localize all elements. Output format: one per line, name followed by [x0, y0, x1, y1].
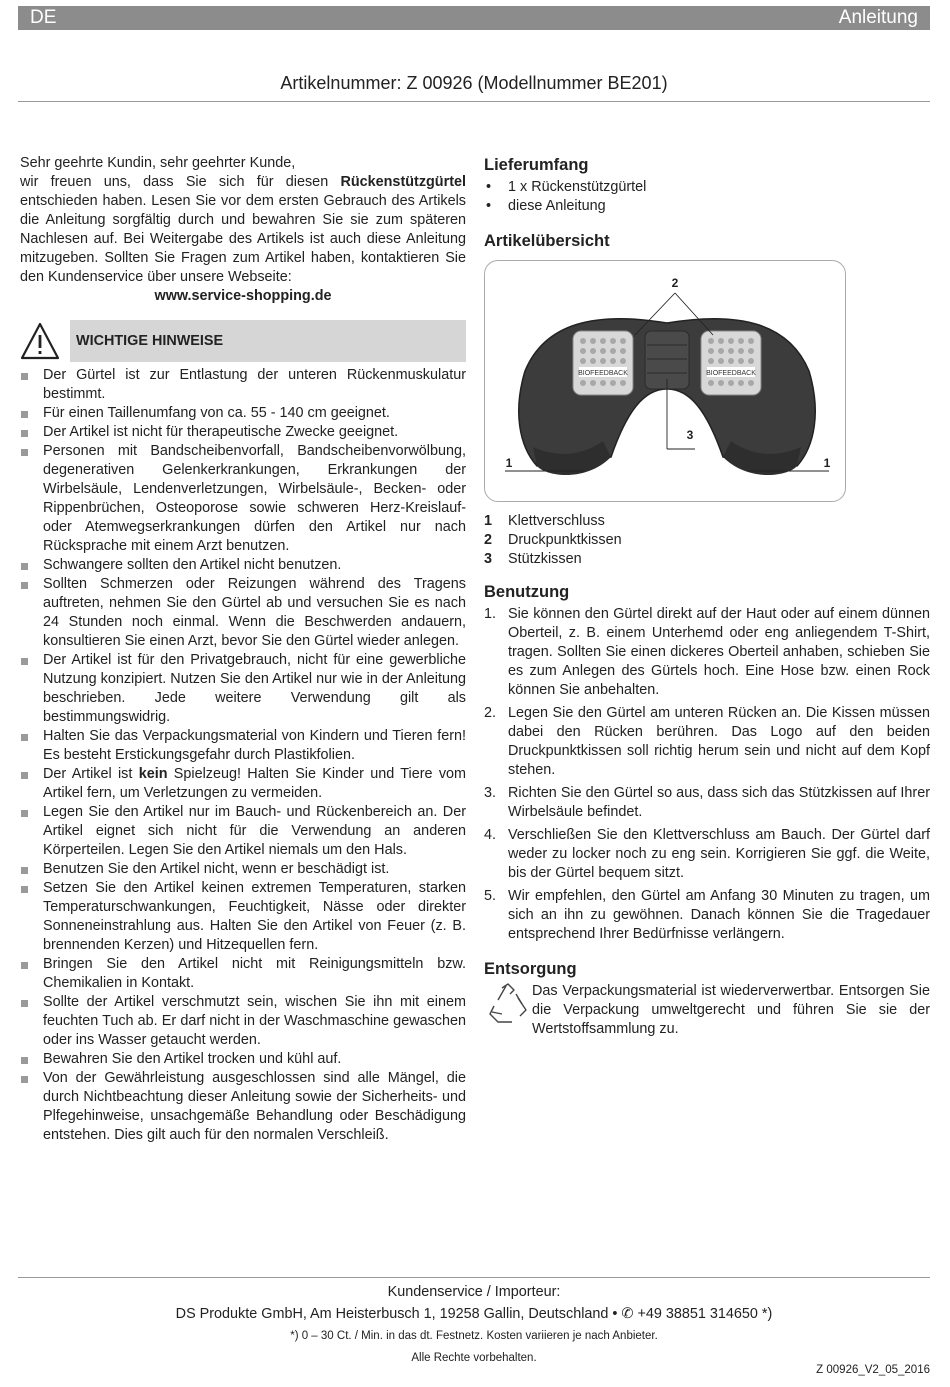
right-column: [484, 154, 930, 1039]
step-text: Wir empfehlen, den Gürtel am Anfang 30 Minuten zu tragen, um sich an ihn zu gewöhnen. Danach können Sie die Tragedauer entsprechend Ihrer Bedürfnisse verlängern.: [508, 888, 930, 942]
legend-number: 3: [484, 551, 493, 567]
callout-2: 2: [671, 276, 679, 290]
pressure-pad-right: [701, 331, 761, 395]
list-item: [20, 765, 466, 803]
list-item: Bewahren Sie den Artikel trocken und kühl auf.: [20, 1050, 466, 1069]
list-item: Halten Sie das Verpackungsmaterial von Kindern und Tieren fern! Es besteht Erstickungsgefahr durch Plastikfolien.: [20, 727, 466, 765]
section-title: Anleitung: [838, 7, 918, 28]
legend-number: 1: [484, 513, 493, 529]
callout-1-left: 1: [505, 456, 513, 470]
delivery-heading: Lieferumfang: [484, 156, 589, 174]
product-figure: [484, 260, 846, 502]
intro-text-part: wir freuen uns, dass Sie sich für diesen: [20, 174, 341, 190]
list-item: [484, 826, 930, 883]
list-item: [484, 605, 930, 700]
legend-label: Druckpunktkissen: [508, 532, 622, 548]
list-item: • diese Anleitung: [484, 197, 930, 216]
footer-cost-note: *) 0 – 30 Ct. / Min. in das dt. Festnetz. Kosten variieren je nach Anbieter.: [290, 1330, 658, 1342]
callout-3: 3: [686, 428, 694, 442]
callout-1-right: 1: [823, 456, 831, 470]
usage-steps: [484, 605, 930, 944]
list-item: Sollte der Artikel verschmutzt sein, wischen Sie ihn mit einem feuchten Tuch ab. Er darf nicht in der Waschmaschine gewaschen oder ins Wasser getaucht werden.: [20, 993, 466, 1050]
language-code: DE: [30, 7, 57, 28]
disposal-heading: Entsorgung: [484, 960, 577, 978]
footer-divider: [18, 1277, 930, 1278]
figure-legend: [484, 512, 930, 569]
step-text: Legen Sie den Gürtel am unteren Rücken an. Die Kissen müssen dabei den Rücken berühren. Das Logo auf den beiden Druckpunktkissen soll richtig herum sein und nicht auf dem Kopf stehen.: [508, 705, 930, 778]
list-item: [484, 887, 930, 944]
step-number: 2.: [484, 705, 497, 721]
page-title: Artikelnummer: Z 00926 (Modellnummer BE201): [280, 73, 668, 93]
delivery-list: [484, 178, 930, 216]
step-number: 4.: [484, 827, 497, 843]
step-number: 1.: [484, 606, 497, 622]
step-number: 3.: [484, 785, 497, 801]
disposal-section: [484, 982, 930, 1039]
warning-triangle-icon: [20, 322, 60, 360]
footer-address: DS Produkte GmbH, Am Heisterbusch 1, 19258 Gallin, Deutschland • ✆ +49 38851 314650 *): [175, 1306, 773, 1322]
list-item-text: Der Artikel ist: [43, 766, 139, 782]
step-number: 5.: [484, 888, 497, 904]
legend-label: Stützkissen: [508, 551, 582, 567]
emphasis: kein: [138, 766, 168, 782]
list-item: Der Artikel ist nicht für therapeutische Zwecke geeignet.: [20, 423, 466, 442]
list-item: Legen Sie den Artikel nur im Bauch- und Rückenbereich an. Der Artikel eignet sich nicht für die Verwendung an anderen Körperteilen. Legen Sie den Artikel niemals um den Hals.: [20, 803, 466, 860]
pad-logo-right: BIOFEEDBACK: [706, 370, 756, 377]
warning-heading: WICHTIGE HINWEISE: [76, 333, 224, 349]
step-text: Verschließen Sie den Klettverschluss am Bauch. Der Gürtel darf weder zu locker noch zu eng sein. Korrigieren Sie ggf. die Weite, bis der Gürtel bequem sitzt.: [508, 827, 930, 881]
step-text: Sie können den Gürtel direkt auf der Haut oder auf einem dünnen Oberteil, z. B. einem Unterhemd oder eng anliegendem T-Shirt, tragen. Sollten Sie einen dickeres Oberteil anhaben, schieben Sie es zum Anlegen des Gürtels hoch. Eine Hose bzw. einen Rock können Sie anbehalten.: [508, 606, 930, 698]
list-item: Der Artikel ist für den Privatgebrauch, nicht für eine gewerbliche Nutzung konzipiert. Nutzen Sie den Artikel nur wie in der Anleitung beschrieben. Jede weitere Verwendung gilt als bestimmungswidrig.: [20, 651, 466, 727]
list-item: Der Gürtel ist zur Entlastung der unteren Rückenmuskulatur bestimmt.: [20, 366, 466, 404]
legend-label: Klettverschluss: [508, 513, 605, 529]
warning-header: [20, 320, 466, 362]
intro-text: [20, 173, 466, 287]
pad-logo-left: BIOFEEDBACK: [578, 370, 628, 377]
website-link[interactable]: www.service-shopping.de: [154, 288, 332, 304]
legend-row: [484, 512, 930, 531]
list-item: Bringen Sie den Artikel nicht mit Reinigungsmitteln bzw. Chemikalien in Kontakt.: [20, 955, 466, 993]
list-item: Setzen Sie den Artikel keinen extremen Temperaturen, starken Temperaturschwankungen, Feuchtigkeit, Nässe oder direkter Sonneneinstrahlung aus. Halten Sie den Artikel von Feuer (z. B. brennenden Kerzen) und Hitzequellen fern.: [20, 879, 466, 955]
list-item: [484, 704, 930, 780]
belt-illustration: [485, 261, 846, 502]
list-item: [484, 784, 930, 822]
list-item: Benutzen Sie den Artikel nicht, wenn er beschädigt ist.: [20, 860, 466, 879]
list-item: Sollten Schmerzen oder Reizungen während des Tragens auftreten, nehmen Sie den Gürtel ab und versuchen Sie es nach 24 Stunden noch einmal. Wenn die Beschwerden andauern, konsultieren Sie einen Arzt, bevor Sie den Gürtel wieder anlegen.: [20, 575, 466, 651]
legend-number: 2: [484, 532, 493, 548]
warning-list: [20, 366, 466, 1145]
document-id: Z 00926_V2_05_2016: [816, 1364, 930, 1376]
usage-heading: Benutzung: [484, 583, 570, 601]
greeting: Sehr geehrte Kundin, sehr geehrter Kunde,: [20, 155, 296, 171]
product-name: Rückenstützgürtel: [340, 174, 466, 190]
left-column: [20, 154, 466, 1145]
step-text: Richten Sie den Gürtel so aus, dass sich das Stützkissen auf Ihrer Wirbelsäule befindet.: [508, 785, 930, 820]
title-divider: [18, 101, 930, 102]
recycling-icon: [484, 982, 532, 1026]
intro: [20, 154, 466, 306]
list-item: Schwangere sollten den Artikel nicht benutzen.: [20, 556, 466, 575]
list-item-text: Spielzeug! Halten Sie Kinder und Tiere vom Artikel fern, um Verletzungen zu vermeiden.: [43, 766, 467, 801]
disposal-text: Das Verpackungsmaterial ist wiederverwertbar. Entsorgen Sie die Verpackung umweltgerecht und führen Sie sie der Wertstoffsammlung zu.: [532, 983, 930, 1037]
list-item: Personen mit Bandscheibenvorfall, Bandscheibenvorwölbung, degenerativen Gelenkerkrankungen, Erkrankungen der Wirbelsäule, Lendenverletzungen, Wirbelsäule-, Becken- oder Rippenbrüchen, Osteoporose sowie schweren Herz-Kreislauf- oder Atemwegserkrankungen dürfen den Artikel nur nach Rücksprache mit einem Arzt benutzen.: [20, 442, 466, 556]
footer-service-label: Kundenservice / Importeur:: [387, 1284, 561, 1300]
legend-row: [484, 550, 930, 569]
list-item: Von der Gewährleistung ausgeschlossen sind alle Mängel, die durch Nichtbeachtung dieser Anleitung sowie der Sicherheits- und Plfegehinweise, unsachgemäße Behandlung oder Beschädigung entstehen. Dies gilt auch für den normalen Verschleiß.: [20, 1069, 466, 1145]
overview-heading: Artikelübersicht: [484, 232, 610, 250]
list-item: • 1 x Rückenstützgürtel: [484, 178, 930, 197]
intro-text-part: entschieden haben. Lesen Sie vor dem ersten Gebrauch des Artikels die Anleitung sorgfältig durch und bewahren Sie sie zum späteren Nachlesen auf. Bei Weitergabe des Artikels ist auch diese Anleitung mitzugeben. Sollten Sie Fragen zum Artikel haben, kontaktieren Sie den Kundenservice über unsere Webseite:: [20, 193, 466, 285]
footer-rights: Alle Rechte vorbehalten.: [411, 1352, 537, 1364]
pressure-pad-left: [573, 331, 633, 395]
header-bar: [18, 6, 930, 30]
legend-row: [484, 531, 930, 550]
list-item: Für einen Taillenumfang von ca. 55 - 140 cm geeignet.: [20, 404, 466, 423]
